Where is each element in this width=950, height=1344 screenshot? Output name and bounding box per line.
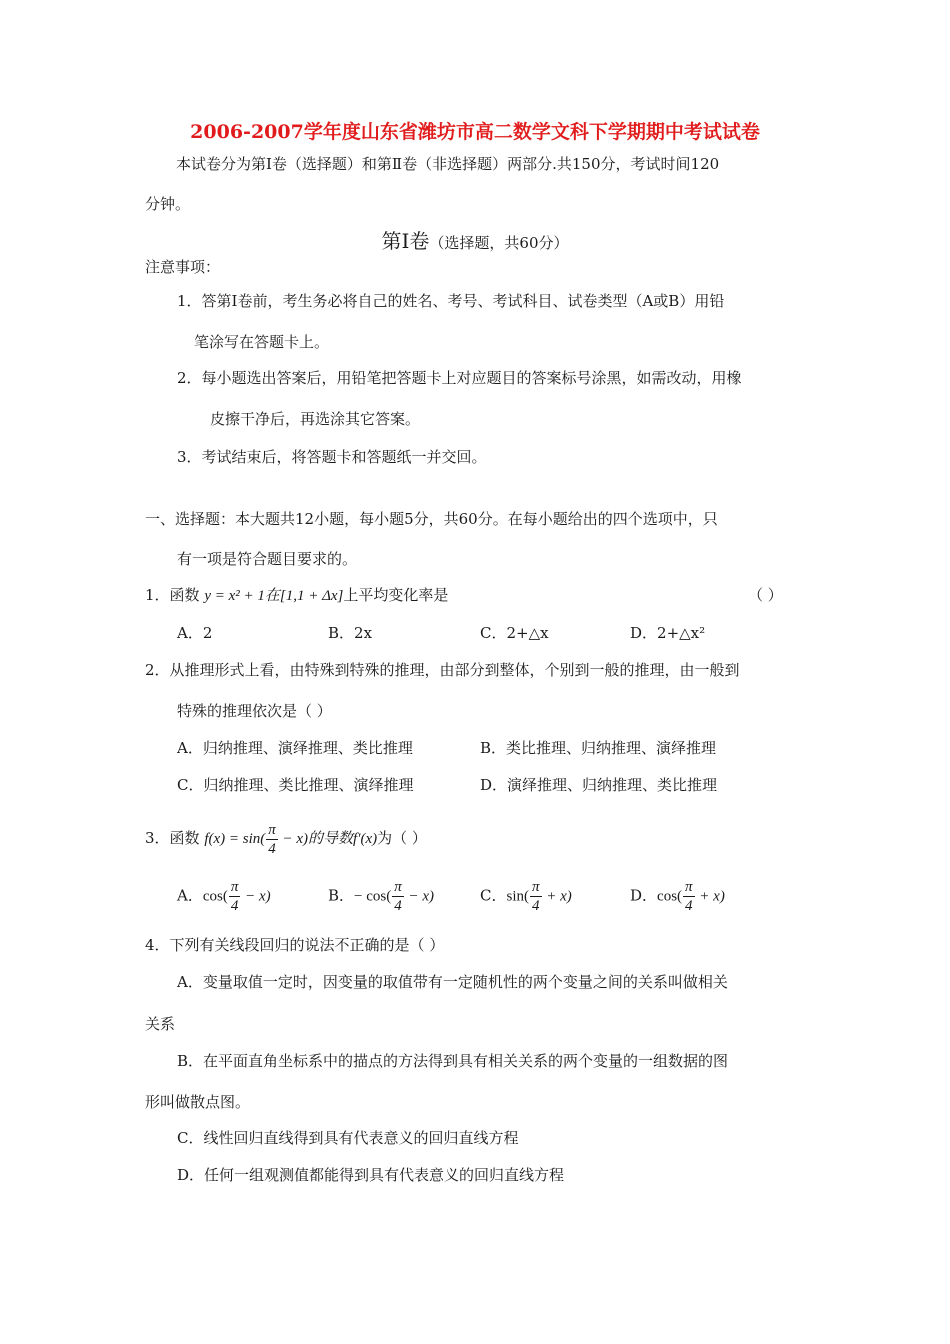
part1-label: 第Ⅰ卷 — [381, 229, 430, 253]
q4-option-b-line-1: B．在平面直角坐标系中的描点的方法得到具有相关关系的两个变量的一组数据的图 — [177, 1052, 729, 1070]
q3-option-b-num: π — [394, 879, 402, 895]
q3-option-d-label: D． — [630, 886, 658, 905]
question-4-stem: 4．下列有关线段回归的说法不正确的是（ ） — [145, 936, 445, 954]
q3-option-a-fraction — [229, 878, 241, 915]
q3-fraction — [266, 821, 278, 858]
q4-option-a-line-2: 关系 — [145, 1015, 176, 1033]
q1-option-a: A．2 — [177, 624, 213, 642]
q2-option-b: B．类比推理、归纳推理、演绎推理 — [480, 739, 717, 757]
q2-option-a: A．归纳推理、演绎推理、类比推理 — [177, 739, 413, 757]
q4-option-b-line-2: 形叫做散点图。 — [145, 1093, 251, 1111]
q3-option-a-num: π — [230, 879, 239, 895]
part1-note: （选择题，共60分） — [429, 234, 569, 252]
q1-suffix: 上平均变化率是 — [343, 586, 449, 604]
q2-option-d: D．演绎推理、归纳推理、类比推理 — [480, 776, 718, 794]
q3-prefix: 3．函数 — [145, 829, 200, 847]
q3-option-b-pre: − cos( — [354, 888, 392, 905]
q3-numerator: π — [268, 821, 276, 838]
q3-formula-end: − x)的导数f′(x) — [278, 831, 378, 847]
q3-option-a-label: A． — [177, 886, 203, 905]
q3-option-c-fraction — [530, 878, 542, 915]
q3-option-d-den: 4 — [685, 898, 693, 914]
q1-option-b: B．2x — [328, 624, 373, 642]
q3-option-c-num: π — [531, 879, 540, 895]
question-3-stem — [145, 818, 427, 859]
q3-option-b-label: B． — [328, 886, 355, 905]
q3-option-b-post: − x) — [404, 888, 435, 905]
q1-option-c: C．2+△x — [480, 624, 549, 642]
intro-line-1: 本试卷分为第Ⅰ卷（选择题）和第Ⅱ卷（非选择题）两部分.共150分，考试时间120 — [176, 155, 720, 173]
notice-item-2-line-2: 皮擦干净后，再选涂其它答案。 — [210, 410, 421, 428]
notice-item-1-line-2: 笔涂写在答题卡上。 — [194, 333, 330, 351]
q3-option-b — [328, 878, 434, 915]
q3-denominator: 4 — [268, 840, 276, 857]
q3-option-a-post: − x) — [241, 888, 271, 905]
q3-option-c-pre: sin( — [506, 888, 529, 905]
q3-option-d-pre: cos( — [657, 888, 683, 905]
q1-prefix: 1．函数 — [145, 586, 200, 604]
q3-formula-start: f(x) = sin( — [204, 831, 266, 847]
q4-option-d: D．任何一组观测值都能得到具有代表意义的回归直线方程 — [177, 1166, 565, 1184]
part1-heading — [0, 230, 950, 254]
notice-item-2-line-1: 2．每小题选出答案后，用铅笔把答题卡上对应题目的答案标号涂黑，如需改动，用橡 — [177, 369, 742, 387]
exam-title: 2006-2007学年度山东省潍坊市高二数学文科下学期期中考试试卷 — [190, 121, 760, 143]
notice-item-1-line-1: 1．答第Ⅰ卷前，考生务必将自己的姓名、考号、考试科目、试卷类型（A或B）用铅 — [177, 292, 725, 310]
q3-option-a — [177, 878, 271, 915]
q3-option-c — [480, 878, 572, 915]
notice-item-3: 3．考试结束后，将答题卡和答题纸一并交回。 — [177, 448, 487, 466]
q3-option-a-pre: cos( — [202, 888, 228, 905]
q3-option-c-label: C． — [480, 886, 507, 905]
q3-option-d-fraction — [683, 878, 695, 915]
q4-option-c: C．线性回归直线得到具有代表意义的回归直线方程 — [177, 1129, 519, 1147]
q3-option-c-den: 4 — [531, 898, 540, 914]
q3-option-c-post: + x) — [542, 888, 572, 905]
q3-option-a-den: 4 — [230, 898, 239, 914]
question-2-line-2: 特殊的推理依次是（ ） — [177, 702, 332, 720]
q3-suffix: 为（ ） — [377, 829, 427, 847]
section1-line-1: 一、选择题：本大题共12小题，每小题5分，共60分。在每小题给出的四个选项中，只 — [145, 510, 718, 528]
q2-option-c: C．归纳推理、类比推理、演绎推理 — [177, 776, 414, 794]
question-1-stem — [145, 584, 448, 607]
q3-option-d-num: π — [685, 879, 693, 895]
q4-option-a-line-1: A．变量取值一定时，因变量的取值带有一定随机性的两个变量之间的关系叫做相关 — [177, 973, 728, 991]
q3-option-b-den: 4 — [394, 898, 402, 914]
q3-option-d — [630, 878, 725, 915]
q1-formula: y = x² + 1在[1,1 + Δx] — [204, 588, 344, 604]
intro-line-2: 分钟。 — [145, 195, 191, 213]
section1-line-2: 有一项是符合题目要求的。 — [177, 550, 358, 568]
q3-option-d-post: + x) — [695, 888, 725, 905]
q3-option-b-fraction — [392, 878, 404, 915]
q1-option-d: D．2+△x² — [630, 624, 706, 642]
q1-answer-paren: （ ） — [748, 586, 783, 604]
notice-heading: 注意事项： — [145, 258, 221, 276]
question-2-line-1: 2．从推理形式上看，由特殊到特殊的推理，由部分到整体，个别到一般的推理，由一般到 — [145, 661, 740, 679]
